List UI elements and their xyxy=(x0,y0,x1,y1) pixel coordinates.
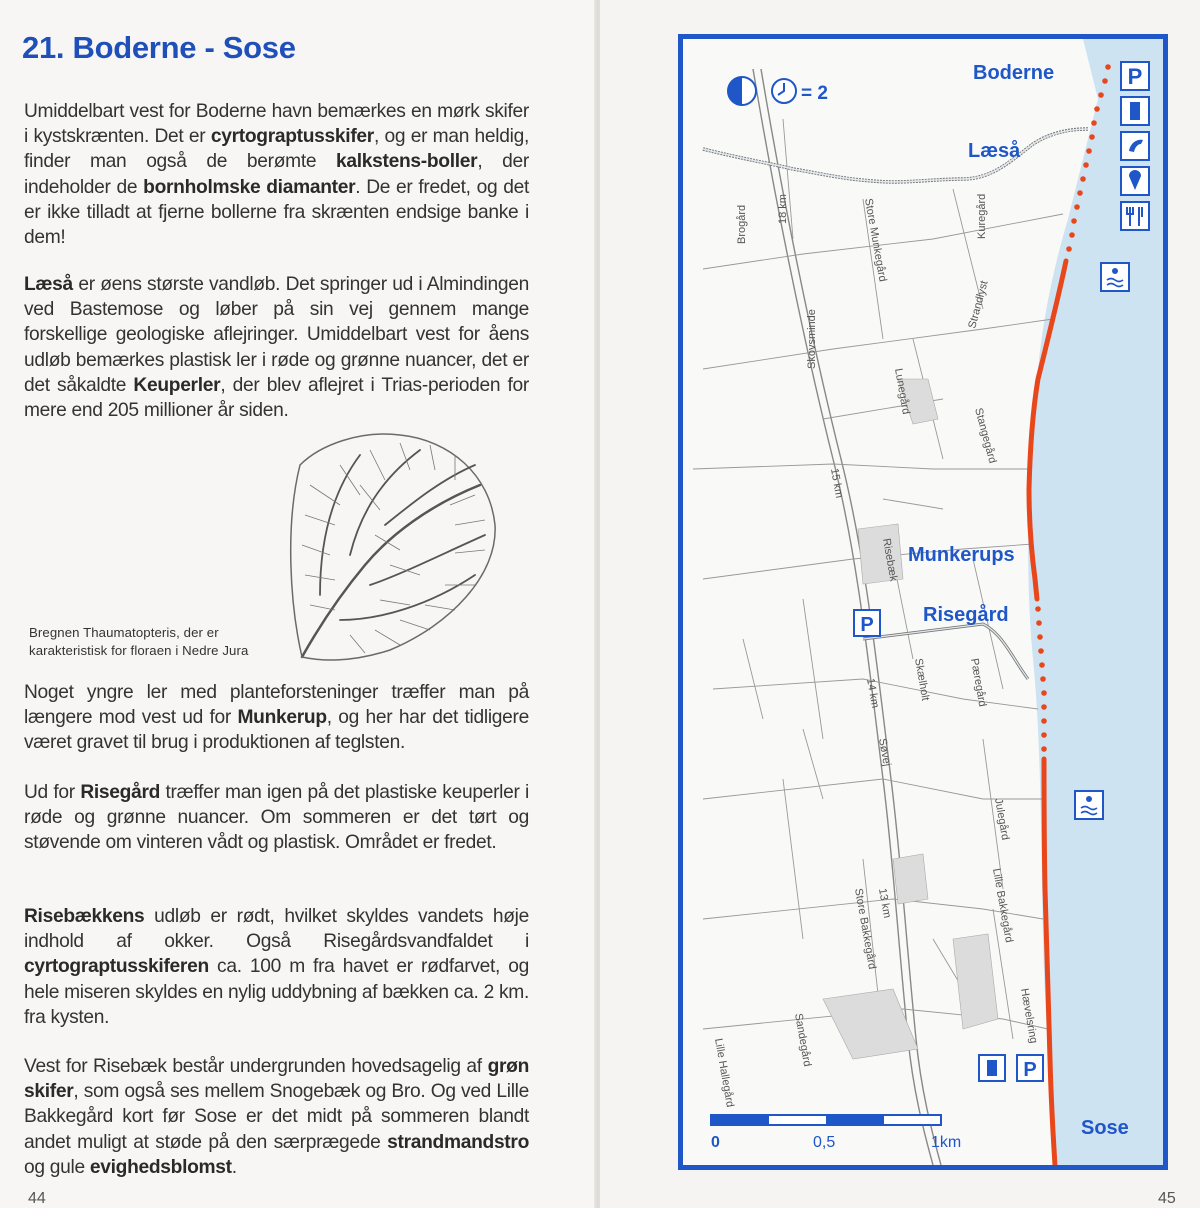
road-label-stangegaard: Stangegård xyxy=(972,406,999,465)
road-label-skovsminde: Skovsminde xyxy=(806,309,818,369)
road-label-13km: 13 km xyxy=(876,887,894,920)
legend-hiking xyxy=(728,77,828,105)
svg-text:0,5: 0,5 xyxy=(813,1134,836,1151)
road-label-brogaard: Brogård xyxy=(736,204,748,244)
risebaek-stream xyxy=(863,624,1028,679)
paragraph-laesaa: Læså er øens største vandløb. Det springer ud i Almindingen ved Bastemose og løber på sin vej gennem mange forskellige geologiske aflejringer. Umiddelbart vest for åens udløb bemærkes plastisk ler i røde og grønne nuancer, det er det såkaldte Keuperler, der blev aflejret i Trias-perioden for mere end 205 millioner år siden. xyxy=(24,274,529,422)
parking-icon-risegaard xyxy=(854,610,880,636)
road-label-sandegaard: Sandegård xyxy=(792,1012,814,1068)
route-map xyxy=(678,34,1168,1170)
laesaa-river xyxy=(703,129,1088,182)
road-label-strandlyst: Strandlyst xyxy=(966,279,991,330)
road-label-store-bakkegaard: Store Bakkegård xyxy=(852,887,879,971)
page-title: 21. Boderne - Sose xyxy=(22,30,296,65)
road-label-store-munkegaard: Store Munkegård xyxy=(862,197,889,283)
scale-bar xyxy=(711,1115,961,1151)
label-risegaard: Risegård xyxy=(923,604,1009,626)
road-label-julegaard: Julegård xyxy=(992,797,1012,842)
svg-text:0: 0 xyxy=(711,1134,720,1151)
figure-caption: Bregnen Thaumatopteris, der er karakteristisk for floraen i Nedre Jura xyxy=(29,625,249,658)
road-label-lille-bakkegaard: Lille Bakkegård xyxy=(990,867,1015,944)
road-label-14km: 14 km xyxy=(864,677,882,710)
label-sose: Sose xyxy=(1081,1117,1129,1139)
road-label-lunegaard: Lunegård xyxy=(892,367,912,416)
road-label-soevej: Søvej xyxy=(876,737,893,768)
fern-illustration xyxy=(280,425,510,665)
svg-text:P: P xyxy=(860,614,874,636)
map-canvas xyxy=(683,39,1163,1165)
svg-text:P: P xyxy=(1023,1059,1037,1081)
page-number-right: 45 xyxy=(1158,1190,1176,1207)
restaurant-icon xyxy=(1121,202,1149,230)
svg-text:= 2: = 2 xyxy=(801,83,828,104)
paragraph-risegaard: Ud for Risegård træffer man igen på det plastiske keuperler i røde og grønne nuancer. Om sommeren er det tørt og støvende om vinteren vådt og plastisk. Området er fredet. xyxy=(24,782,530,854)
road-label-skaelholt: Skælholt xyxy=(912,657,932,702)
swimming-icon-south xyxy=(1075,791,1103,819)
svg-text:1km: 1km xyxy=(931,1134,962,1151)
sose-facilities xyxy=(979,1055,1043,1081)
left-page xyxy=(0,0,596,1208)
paragraph-sose: Vest for Risebæk består undergrunden hovedsagelig af grøn skifer, som også ses mellem Snogebæk og Bro. Og ved Lille Bakkegård kort før Sose er det midt på sommeren blandt andet muligt at støde på den særprægede strandmandstro og gule evighedsblomst. xyxy=(24,1056,529,1178)
road-label-haevelsring: Hævelsring xyxy=(1018,987,1040,1045)
page-number-left: 44 xyxy=(28,1190,46,1207)
label-boderne: Boderne xyxy=(973,62,1055,84)
swimming-icon xyxy=(1101,263,1129,291)
label-laesaa: Læså xyxy=(968,140,1021,162)
paragraph-boderne: Umiddelbart vest for Boderne havn bemærkes en mørk skifer i kystskrænten. Det er cyrtograptusskifer, og er man heldig, finder man også de berømte kalkstens-boller, der indeholder de bornholmske diamanter. De er fredet, og det er ikke tilladt at fjerne bollerne fra skrænten endsige banke i dem! xyxy=(24,101,530,249)
facility-icons xyxy=(1121,62,1149,230)
road-label-paeregaard: Pæregård xyxy=(968,657,989,708)
road-label-risebaek: Risebæk xyxy=(880,537,900,583)
road-label-lille-hallegaard: Lille Hallegård xyxy=(712,1037,736,1109)
paragraph-munkerup: Noget yngre ler med planteforsteninger træffer man på længere mod vest ud for Munkerup, og her har det tidligere været gravet til brug i produktionen af teglsten. xyxy=(24,682,529,754)
label-munkerups: Munkerups xyxy=(908,544,1015,566)
road-label-kuregaard: Kuregård xyxy=(976,193,988,239)
road-label-15km: 15 km xyxy=(828,467,846,500)
woodland xyxy=(823,379,998,1059)
road-label-18km: 18 km xyxy=(777,194,789,224)
svg-text:P: P xyxy=(1127,64,1143,89)
paragraph-risebaek: Risebækkens udløb er rødt, hvilket skyldes vandets høje indhold af okker. Også Risegårdsvandfaldet i cyrtograptusskiferen ca. 100 m fra havet er rødfarvet, og hele miseren skyldes en nylig uddybning af bækken ca. 2 km. fra kysten. xyxy=(24,906,529,1028)
